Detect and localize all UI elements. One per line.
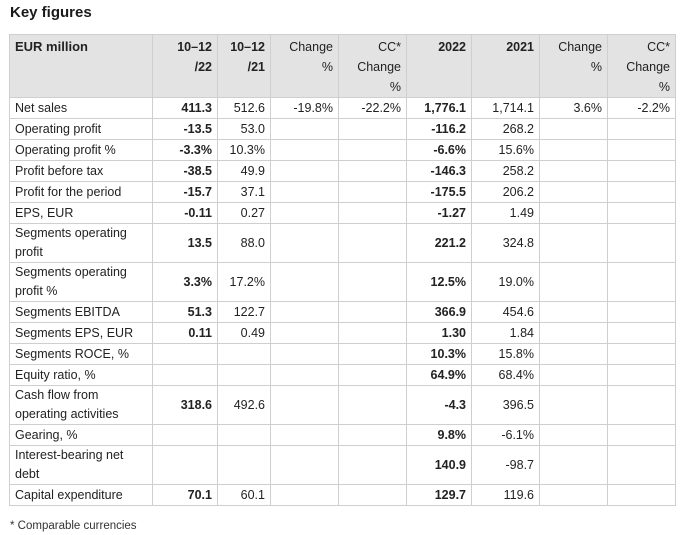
- cell-cc-change: -22.2%: [339, 98, 407, 119]
- cell-change-year: 3.6%: [540, 98, 608, 119]
- row-label: Profit for the period: [10, 182, 153, 203]
- cell-2021: 1,714.1: [472, 98, 540, 119]
- cell-cc-change: [339, 425, 407, 446]
- cell-2022: -1.27: [407, 203, 472, 224]
- row-label: Equity ratio, %: [10, 365, 153, 386]
- row-label: Cash flow from operating activities: [10, 386, 153, 425]
- cell-q21: [218, 344, 271, 365]
- cell-change-year: [540, 182, 608, 203]
- header-q21: 10–12 /21: [218, 35, 271, 98]
- cell-2021: -6.1%: [472, 425, 540, 446]
- cell-q22: -0.11: [153, 203, 218, 224]
- cell-cc-change-year: [608, 365, 676, 386]
- row-label: Segments operating profit %: [10, 263, 153, 302]
- row-label: Segments EPS, EUR: [10, 323, 153, 344]
- cell-2022: 366.9: [407, 302, 472, 323]
- cell-cc-change-year: [608, 161, 676, 182]
- cell-2021: 68.4%: [472, 365, 540, 386]
- cell-q21: 60.1: [218, 485, 271, 506]
- cell-2022: 221.2: [407, 224, 472, 263]
- header-2021: 2021: [472, 35, 540, 98]
- cell-cc-change-year: [608, 263, 676, 302]
- row-label: Segments operating profit: [10, 224, 153, 263]
- table-row: [10, 323, 676, 344]
- cell-q22: [153, 344, 218, 365]
- cell-cc-change-year: [608, 119, 676, 140]
- row-label: Interest-bearing net debt: [10, 446, 153, 485]
- table-row: [10, 224, 676, 263]
- cell-q22: [153, 365, 218, 386]
- cell-2021: 19.0%: [472, 263, 540, 302]
- cell-q21: 122.7: [218, 302, 271, 323]
- cell-cc-change-year: -2.2%: [608, 98, 676, 119]
- cell-cc-change: [339, 263, 407, 302]
- row-label: Profit before tax: [10, 161, 153, 182]
- cell-q21: 49.9: [218, 161, 271, 182]
- header-cc-change: CC* Change %: [339, 35, 407, 98]
- cell-2022: -116.2: [407, 119, 472, 140]
- cell-cc-change-year: [608, 203, 676, 224]
- row-label: Net sales: [10, 98, 153, 119]
- cell-q22: 51.3: [153, 302, 218, 323]
- cell-2022: -175.5: [407, 182, 472, 203]
- header-change: Change %: [271, 35, 339, 98]
- header-row: [10, 35, 676, 98]
- cell-2021: 268.2: [472, 119, 540, 140]
- cell-change: [271, 485, 339, 506]
- row-label: Segments ROCE, %: [10, 344, 153, 365]
- key-figures-table: [9, 34, 676, 506]
- cell-change: -19.8%: [271, 98, 339, 119]
- table-row: [10, 98, 676, 119]
- cell-change: [271, 203, 339, 224]
- cell-q21: 17.2%: [218, 263, 271, 302]
- cell-cc-change: [339, 323, 407, 344]
- row-label: Capital expenditure: [10, 485, 153, 506]
- cell-q21: 0.49: [218, 323, 271, 344]
- cell-change-year: [540, 203, 608, 224]
- cell-change: [271, 302, 339, 323]
- cell-cc-change: [339, 140, 407, 161]
- table-row: [10, 425, 676, 446]
- cell-q21: 37.1: [218, 182, 271, 203]
- cell-2022: 64.9%: [407, 365, 472, 386]
- table-row: [10, 485, 676, 506]
- cell-change-year: [540, 263, 608, 302]
- cell-q22: [153, 425, 218, 446]
- cell-2021: 206.2: [472, 182, 540, 203]
- table-row: [10, 203, 676, 224]
- row-label: Operating profit: [10, 119, 153, 140]
- cell-cc-change: [339, 161, 407, 182]
- cell-change: [271, 323, 339, 344]
- cell-cc-change: [339, 224, 407, 263]
- cell-2021: 258.2: [472, 161, 540, 182]
- cell-q22: -3.3%: [153, 140, 218, 161]
- cell-cc-change-year: [608, 323, 676, 344]
- cell-q21: [218, 425, 271, 446]
- cell-change: [271, 365, 339, 386]
- cell-2021: -98.7: [472, 446, 540, 485]
- cell-q22: 411.3: [153, 98, 218, 119]
- cell-2022: 10.3%: [407, 344, 472, 365]
- cell-change-year: [540, 446, 608, 485]
- cell-change-year: [540, 302, 608, 323]
- cell-change: [271, 161, 339, 182]
- cell-2022: 9.8%: [407, 425, 472, 446]
- cell-cc-change: [339, 365, 407, 386]
- page-title: Key figures: [10, 4, 92, 21]
- cell-change: [271, 182, 339, 203]
- table-row: [10, 182, 676, 203]
- table-row: [10, 119, 676, 140]
- cell-change-year: [540, 161, 608, 182]
- cell-q22: [153, 446, 218, 485]
- cell-cc-change-year: [608, 182, 676, 203]
- row-label: Gearing, %: [10, 425, 153, 446]
- cell-q22: 13.5: [153, 224, 218, 263]
- cell-change-year: [540, 119, 608, 140]
- cell-2021: 15.6%: [472, 140, 540, 161]
- cell-q22: 3.3%: [153, 263, 218, 302]
- table-row: [10, 386, 676, 425]
- cell-cc-change-year: [608, 344, 676, 365]
- cell-cc-change: [339, 302, 407, 323]
- table-row: [10, 446, 676, 485]
- row-label: EPS, EUR: [10, 203, 153, 224]
- cell-change-year: [540, 386, 608, 425]
- cell-change-year: [540, 224, 608, 263]
- cell-cc-change: [339, 119, 407, 140]
- cell-2021: 324.8: [472, 224, 540, 263]
- row-label: Operating profit %: [10, 140, 153, 161]
- row-label: Segments EBITDA: [10, 302, 153, 323]
- cell-q21: 10.3%: [218, 140, 271, 161]
- cell-cc-change-year: [608, 386, 676, 425]
- table-row: [10, 140, 676, 161]
- cell-q22: 70.1: [153, 485, 218, 506]
- cell-q21: 492.6: [218, 386, 271, 425]
- cell-cc-change: [339, 386, 407, 425]
- cell-cc-change: [339, 485, 407, 506]
- cell-q21: 0.27: [218, 203, 271, 224]
- cell-q22: 0.11: [153, 323, 218, 344]
- cell-q22: 318.6: [153, 386, 218, 425]
- cell-change-year: [540, 140, 608, 161]
- cell-q21: 512.6: [218, 98, 271, 119]
- cell-2021: 1.84: [472, 323, 540, 344]
- header-cc-change-year: CC* Change %: [608, 35, 676, 98]
- cell-change-year: [540, 485, 608, 506]
- cell-cc-change: [339, 344, 407, 365]
- cell-change-year: [540, 425, 608, 446]
- cell-2022: 140.9: [407, 446, 472, 485]
- cell-change-year: [540, 344, 608, 365]
- cell-2022: 12.5%: [407, 263, 472, 302]
- cell-cc-change-year: [608, 485, 676, 506]
- cell-2022: 1,776.1: [407, 98, 472, 119]
- cell-q22: -15.7: [153, 182, 218, 203]
- cell-change-year: [540, 365, 608, 386]
- cell-2022: 1.30: [407, 323, 472, 344]
- cell-cc-change: [339, 446, 407, 485]
- table-row: [10, 161, 676, 182]
- header-change-year: Change %: [540, 35, 608, 98]
- cell-change-year: [540, 323, 608, 344]
- cell-change: [271, 263, 339, 302]
- header-2022: 2022: [407, 35, 472, 98]
- cell-cc-change-year: [608, 302, 676, 323]
- cell-2021: 1.49: [472, 203, 540, 224]
- cell-q21: 88.0: [218, 224, 271, 263]
- table-row: [10, 302, 676, 323]
- cell-change: [271, 425, 339, 446]
- cell-cc-change-year: [608, 425, 676, 446]
- cell-cc-change-year: [608, 224, 676, 263]
- cell-cc-change-year: [608, 140, 676, 161]
- cell-change: [271, 224, 339, 263]
- cell-2021: 396.5: [472, 386, 540, 425]
- cell-q22: -13.5: [153, 119, 218, 140]
- header-label: EUR million: [10, 35, 153, 98]
- header-q22: 10–12 /22: [153, 35, 218, 98]
- cell-cc-change: [339, 203, 407, 224]
- cell-q22: -38.5: [153, 161, 218, 182]
- footnote: * Comparable currencies: [10, 520, 137, 532]
- cell-2022: 129.7: [407, 485, 472, 506]
- cell-change: [271, 344, 339, 365]
- cell-cc-change: [339, 182, 407, 203]
- cell-change: [271, 119, 339, 140]
- cell-change: [271, 446, 339, 485]
- table-row: [10, 344, 676, 365]
- table-row: [10, 365, 676, 386]
- cell-2022: -6.6%: [407, 140, 472, 161]
- cell-change: [271, 140, 339, 161]
- table-row: [10, 263, 676, 302]
- cell-cc-change-year: [608, 446, 676, 485]
- cell-q21: [218, 365, 271, 386]
- cell-2021: 15.8%: [472, 344, 540, 365]
- cell-2021: 454.6: [472, 302, 540, 323]
- cell-2022: -146.3: [407, 161, 472, 182]
- cell-q21: [218, 446, 271, 485]
- cell-q21: 53.0: [218, 119, 271, 140]
- cell-2021: 119.6: [472, 485, 540, 506]
- cell-2022: -4.3: [407, 386, 472, 425]
- cell-change: [271, 386, 339, 425]
